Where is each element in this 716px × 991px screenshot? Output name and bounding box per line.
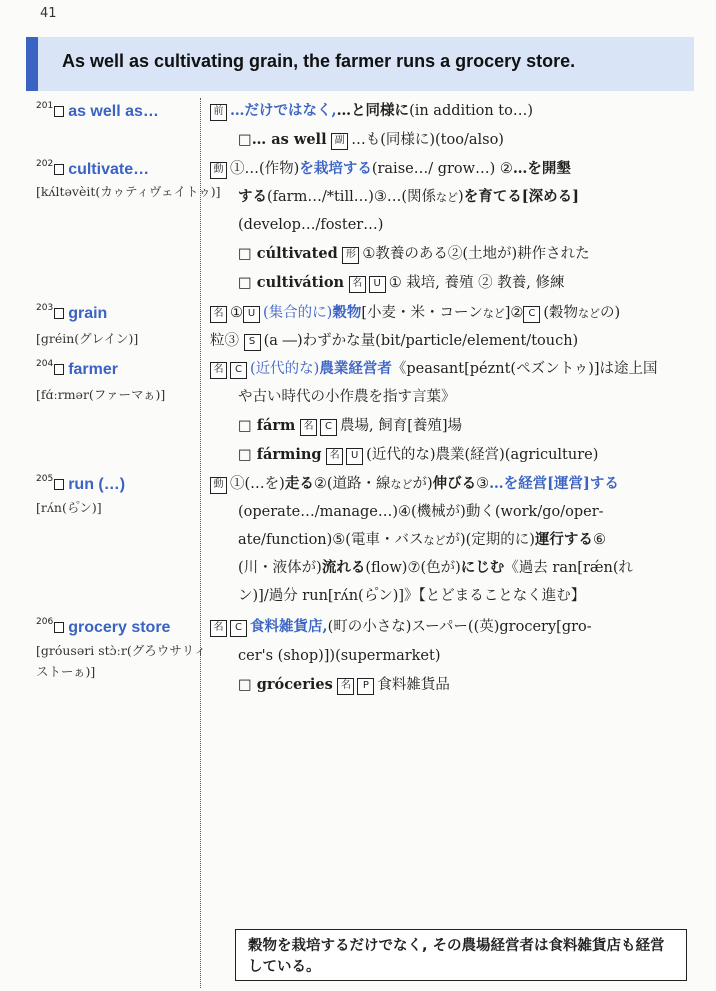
pos-noun-icon: 名 <box>210 362 227 379</box>
headword: as well as… <box>68 103 159 120</box>
meaning: (近代的な)農業(経営)(agriculture) <box>366 447 599 463</box>
def-line-8 <box>210 302 620 325</box>
def-line-12 <box>238 415 462 437</box>
meaning: …も(同様に)(too/also) <box>351 132 504 148</box>
uncountable-icon: U <box>243 306 260 323</box>
checkbox-icon[interactable] <box>54 364 64 375</box>
sense-number: ① <box>230 305 243 321</box>
note: など <box>390 478 413 491</box>
def-line-17 <box>238 557 633 579</box>
meaning: ②(道路・線 <box>313 476 391 492</box>
def-line-13 <box>238 444 598 466</box>
def-line-9 <box>210 330 578 352</box>
entry-number: 201 <box>36 101 54 111</box>
def-line-7 <box>238 272 564 294</box>
meaning: …だけではなく, <box>230 102 337 119</box>
column-divider <box>200 98 201 988</box>
pos-adverb-icon: 副 <box>331 133 348 150</box>
meaning: 伸びる <box>432 475 477 492</box>
pos-noun-icon: 名 <box>326 448 343 465</box>
sense-number: ⑥ <box>592 532 606 548</box>
meaning: にじむ <box>460 559 505 576</box>
pronunciation: [fɑ́ːrmər(ファーマぁ)] <box>36 387 166 402</box>
pos-adjective-icon: 形 <box>342 247 359 264</box>
meaning: ①…(作物) <box>230 161 300 177</box>
derivative: □ gróceries <box>238 676 333 693</box>
meaning: 粒③ <box>210 333 239 349</box>
note: など <box>482 307 505 320</box>
meaning: (町の小さな)スーパー((英)grocery[gro- <box>327 619 592 635</box>
entry-203 <box>36 303 107 323</box>
pos-noun-icon: 名 <box>337 678 354 695</box>
entry-number: 206 <box>36 617 54 627</box>
headword: grain <box>68 305 108 322</box>
countable-icon: C <box>523 306 540 323</box>
entry-205 <box>36 474 125 494</box>
note: など <box>578 307 601 320</box>
derivative: □ cultivátion <box>238 274 345 291</box>
note: (川・液体が) <box>238 560 322 576</box>
meaning: …を開墾 <box>512 160 571 177</box>
meaning: ①教養のある②(土地が)耕作された <box>362 246 590 262</box>
def-line-19 <box>210 616 592 638</box>
translation-box: 穀物を栽培するだけでなく, その農場経営者は食料雑貨店も経営している。 <box>235 929 687 981</box>
meaning: (近代的な) <box>250 361 320 377</box>
meaning: ate/function)⑤(電車・バス <box>238 532 424 548</box>
entry-206 <box>36 617 170 637</box>
checkbox-icon[interactable] <box>54 479 64 490</box>
title-banner <box>26 37 694 91</box>
meaning: 運行する <box>534 531 593 548</box>
derivative: □ fárm <box>238 417 296 434</box>
derivative: □… as well <box>238 131 327 148</box>
synonym: (raise…/ grow…) ② <box>371 161 513 177</box>
pos-noun-icon: 名 <box>300 419 317 436</box>
countable-icon: C <box>230 362 247 379</box>
entry-204 <box>36 359 118 379</box>
meaning: …と同様に <box>336 102 410 119</box>
entry-202 <box>36 159 149 179</box>
note: が) <box>412 476 433 492</box>
meaning: 食料雑貨店, <box>250 618 328 635</box>
note: ) <box>458 189 464 205</box>
pos-noun-icon: 名 <box>210 620 227 637</box>
meaning: (集合的に) <box>263 305 333 321</box>
entry-number: 204 <box>36 359 54 369</box>
synonym: (in addition to…) <box>409 103 534 119</box>
meaning: する <box>238 188 267 205</box>
countable-icon: C <box>320 419 337 436</box>
note: 《peasant[péznt(ペズントゥ)]は途上国 <box>391 361 658 377</box>
def-line-6 <box>238 243 590 265</box>
note: (穀物 <box>543 305 579 321</box>
note: [小麦・米・コーン <box>361 305 483 321</box>
meaning: (a ―)わずかな量(bit/particle/element/touch) <box>263 333 579 349</box>
sense-number: ③ <box>476 476 490 492</box>
def-line-21 <box>238 674 450 696</box>
note: の) <box>600 305 621 321</box>
plural-icon: P <box>357 678 374 695</box>
meaning: 流れる <box>321 559 366 576</box>
meaning: 穀物 <box>332 304 362 321</box>
checkbox-icon[interactable] <box>54 308 64 319</box>
pronunciation: [rʌ́n(ら゚ン)] <box>36 500 102 515</box>
pos-verb-icon: 動 <box>210 477 227 494</box>
meaning: を育てる[深める] <box>463 188 579 205</box>
pos-adv-phrase-icon: 前 <box>210 104 227 121</box>
def-line-20: cer's (shop)])(supermarket) <box>238 648 441 664</box>
headword: run (…) <box>68 476 126 493</box>
def-line-1 <box>210 100 533 122</box>
banner-title: As well as cultivating grain, the farmer runs a grocery store. <box>62 51 576 71</box>
meaning: 走る <box>284 475 314 492</box>
headword: cultivate… <box>68 161 150 178</box>
pronunciation: [gróusəri stɔ̀ːr(グろウサリィ <box>36 643 207 658</box>
meaning: ① 栽培, 養殖 ② 教養, 修練 <box>388 275 565 291</box>
derivative: □ fárming <box>238 446 322 463</box>
checkbox-icon[interactable] <box>54 106 64 117</box>
meaning: ①(…を) <box>230 476 285 492</box>
pos-verb-icon: 動 <box>210 162 227 179</box>
pronunciation-continued: ストーぁ)] <box>36 664 96 679</box>
meaning: …を経営[運営]する <box>489 475 619 492</box>
pos-noun-icon: 名 <box>349 276 366 293</box>
def-line-15: (operate…/manage…)④(機械が)動く(work/go/oper- <box>238 504 604 520</box>
checkbox-icon[interactable] <box>54 164 64 175</box>
page-number: 41 <box>40 6 57 21</box>
pos-noun-icon: 名 <box>210 306 227 323</box>
def-line-5: (develop…/foster…) <box>238 217 384 233</box>
entry-number: 203 <box>36 303 54 313</box>
note: 《過去 ran[rǽn(れ <box>504 560 634 576</box>
def-line-11: や古い時代の小作農を指す言葉》 <box>238 389 456 405</box>
def-line-14 <box>210 473 619 496</box>
headword: grocery store <box>68 619 171 636</box>
pronunciation: [kʌ́ltəvèit(カゥティヴェイトゥ)] <box>36 184 221 199</box>
singular-icon: S <box>244 334 261 351</box>
meaning: (flow)⑦(色が) <box>365 560 461 576</box>
derivative: □ cúltivated <box>238 245 338 262</box>
meaning: 農場, 飼育[養殖]場 <box>339 418 463 434</box>
def-line-4 <box>238 186 579 209</box>
checkbox-icon[interactable] <box>54 622 64 633</box>
synonym: (farm…/*till…)③…(関係 <box>267 189 437 205</box>
countable-icon: C <box>230 620 247 637</box>
meaning: 食料雑貨品 <box>377 677 450 693</box>
meaning: を栽培する <box>299 160 372 177</box>
note: ]② <box>504 305 524 321</box>
meaning: 農業経営者 <box>319 360 392 377</box>
headword: farmer <box>68 361 118 378</box>
note: など <box>436 191 459 204</box>
def-line-2 <box>238 129 504 151</box>
def-line-10 <box>210 358 658 380</box>
uncountable-icon: U <box>369 276 386 293</box>
def-line-18: ン)]/過分 run[rʌ́n(ら゚ン)]》【とどまることなく進む】 <box>238 588 586 604</box>
entry-201 <box>36 101 159 121</box>
note: など <box>423 534 446 547</box>
entry-number: 205 <box>36 474 54 484</box>
entry-number: 202 <box>36 159 54 169</box>
note: が)(定期的に) <box>445 532 535 548</box>
def-line-3 <box>210 158 571 180</box>
pronunciation: [gréin(グレイン)] <box>36 331 139 346</box>
uncountable-icon: U <box>346 448 363 465</box>
def-line-16 <box>238 529 606 552</box>
